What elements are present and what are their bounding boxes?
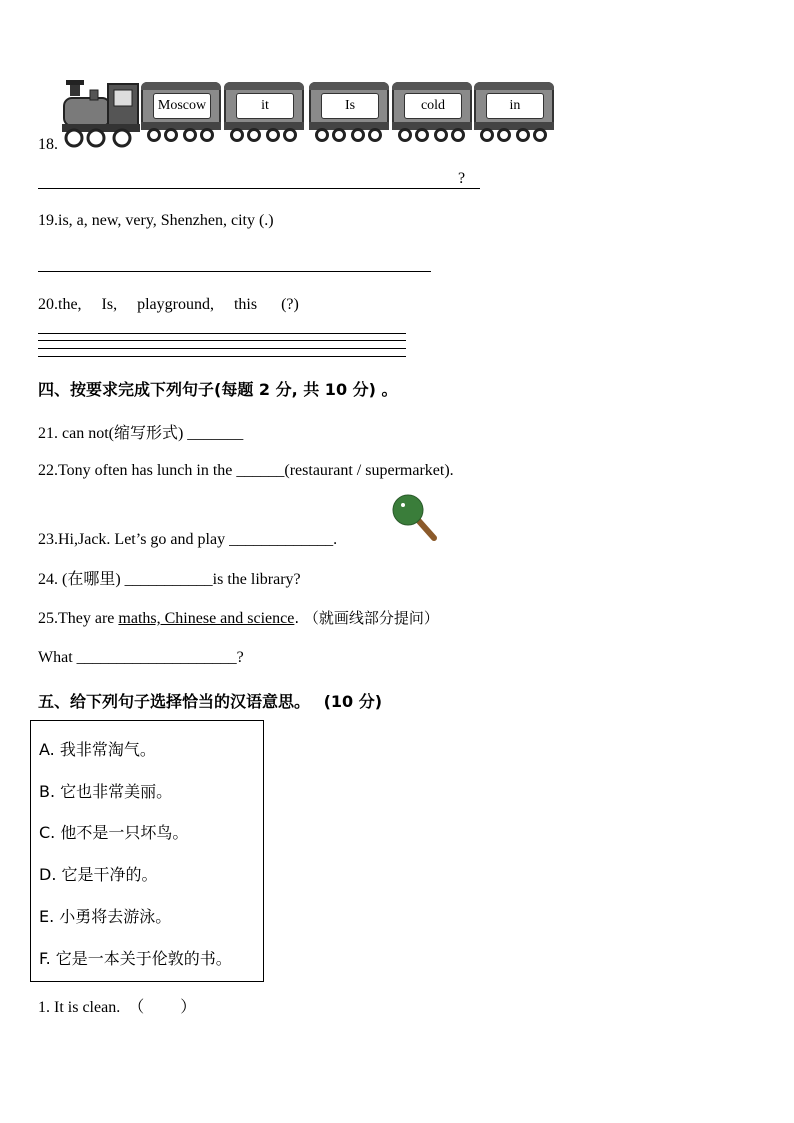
question-23: [38, 531, 337, 549]
question-22: 22.Tony often has lunch in the ______(restaurant / supermarket).: [38, 462, 454, 479]
question-23-blank: _____________.: [229, 531, 338, 548]
wheel: [368, 128, 382, 142]
question-19: 19.is, a, new, very, Shenzhen, city (.): [38, 212, 274, 229]
train-car-roof: [392, 82, 472, 90]
answer-line-20: [38, 356, 406, 357]
options-box: [30, 720, 264, 982]
steam-locomotive-icon: [60, 80, 142, 150]
wheel: [230, 128, 244, 142]
section-5-heading: [38, 689, 382, 712]
answer-line-18: [38, 188, 480, 189]
wheel: [398, 128, 412, 142]
wheel: [451, 128, 465, 142]
wheel: [332, 128, 346, 142]
question-23-text: 23.Hi,Jack. Let’s go and play: [38, 531, 230, 548]
wheel: [147, 128, 161, 142]
section-4-heading: 四、按要求完成下列句子(每题 2 分, 共 10 分) 。: [38, 380, 398, 399]
train-car-roof: [224, 82, 304, 90]
option-d: D. 它是干净的。: [39, 865, 158, 884]
question-20: 20.the, Is, playground, this (?): [38, 296, 299, 313]
train-car-2: [224, 82, 304, 130]
wheel: [434, 128, 448, 142]
wheel: [533, 128, 547, 142]
wheel: [351, 128, 365, 142]
wheel: [200, 128, 214, 142]
wheel: [266, 128, 280, 142]
question-25-answer: What ____________________?: [38, 649, 244, 666]
train-car-word: it: [236, 93, 294, 119]
train-car-roof: [474, 82, 554, 90]
section-5-score: (10 分): [323, 692, 383, 711]
question-21: 21. can not(缩写形式) _______: [38, 425, 244, 442]
answer-line-20: [38, 340, 406, 341]
question-25-prefix: 25.They are: [38, 610, 119, 627]
wheel: [415, 128, 429, 142]
train-car-word: Moscow: [153, 93, 211, 119]
train-car-roof: [309, 82, 389, 90]
wheel: [283, 128, 297, 142]
question-25-suffix: . （就画线部分提问）: [294, 609, 439, 627]
train-car-4: [392, 82, 472, 130]
wheel: [480, 128, 494, 142]
answer-line-20: [38, 333, 406, 334]
option-e: E. 小勇将去游泳。: [39, 907, 172, 926]
wheel: [516, 128, 530, 142]
wheel: [247, 128, 261, 142]
question-24: 24. (在哪里) ___________is the library?: [38, 571, 301, 588]
section-5-item-1: 1. It is clean. （ ）: [38, 999, 197, 1016]
train-car-word: cold: [404, 93, 462, 119]
train-car-word: Is: [321, 93, 379, 119]
question-25-underlined: maths, Chinese and science: [118, 610, 295, 627]
train-car-1: [141, 82, 221, 130]
wheel: [497, 128, 511, 142]
option-a: A. 我非常淘气。: [39, 740, 156, 759]
answer-line-20: [38, 348, 406, 349]
wheel: [315, 128, 329, 142]
train-car-roof: [141, 82, 221, 90]
question-18-number: 18.: [38, 136, 58, 153]
answer-line-19: [38, 271, 431, 272]
train-car-5: [474, 82, 554, 130]
question-25: [38, 607, 439, 628]
ping-pong-paddle-icon: [390, 492, 440, 542]
question-18-end-mark: ?: [458, 170, 466, 187]
section-5-title: 五、给下列句子选择恰当的汉语意思。: [38, 692, 311, 711]
wheel: [164, 128, 178, 142]
option-b: B. 它也非常美丽。: [39, 782, 173, 801]
wheel: [183, 128, 197, 142]
option-f: F. 它是一本关于伦敦的书。: [39, 949, 232, 968]
train-car-3: [309, 82, 389, 130]
option-c: C. 他不是一只坏鸟。: [39, 823, 189, 842]
train-car-word: in: [486, 93, 544, 119]
